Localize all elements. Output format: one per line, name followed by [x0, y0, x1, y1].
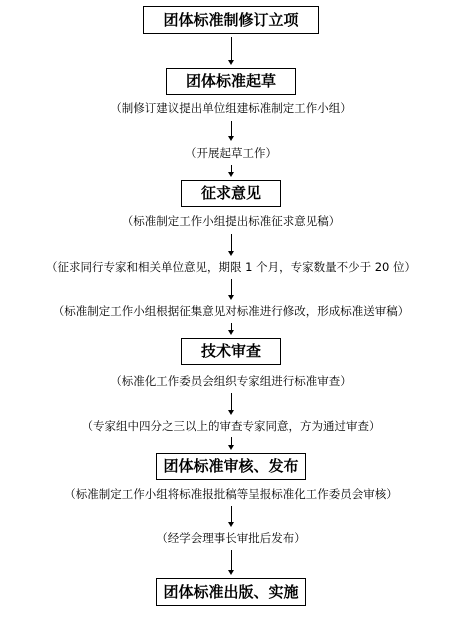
arrow-down-icon	[229, 506, 234, 527]
arrow-down-icon	[229, 165, 234, 177]
step-box-solicit-opinions: 征求意见	[181, 180, 281, 207]
step-box-drafting: 团体标准起草	[166, 68, 296, 95]
step-box-review-publish: 团体标准审核、发布	[156, 453, 306, 480]
note-submit-for-approval: （标准制定工作小组将标准报批稿等呈报标准化工作委员会审核）	[64, 487, 398, 501]
note-form-working-group: （制修订建议提出单位组建标准制定工作小组）	[110, 101, 352, 115]
arrow-down-icon	[229, 550, 234, 575]
note-consult-experts: （征求同行专家和相关单位意见，期限 1 个月，专家数量不少于 20 位）	[45, 260, 417, 274]
arrow-down-icon	[229, 121, 234, 141]
arrow-down-icon	[229, 37, 234, 65]
arrow-down-icon	[229, 437, 234, 450]
note-expert-review: （标准化工作委员会组织专家组进行标准审查）	[110, 374, 352, 388]
arrow-down-icon	[229, 234, 234, 256]
arrow-down-icon	[229, 393, 234, 415]
arrow-down-icon	[229, 279, 234, 300]
note-revise-to-review-draft: （标准制定工作小组根据征集意见对标准进行修改，形成标准送审稿）	[52, 304, 410, 318]
step-box-project-approval: 团体标准制修订立项	[143, 6, 319, 34]
step-box-print-implement: 团体标准出版、实施	[156, 578, 306, 606]
note-approval-threshold: （专家组中四分之三以上的审查专家同意，方为通过审查）	[81, 419, 381, 433]
note-start-drafting: （开展起草工作）	[185, 146, 277, 160]
note-chairman-approval: （经学会理事长审批后发布）	[156, 531, 306, 545]
step-box-technical-review: 技术审查	[181, 338, 281, 365]
arrow-down-icon	[229, 323, 234, 335]
note-draft-for-comment: （标准制定工作小组提出标准征求意见稿）	[121, 214, 341, 228]
